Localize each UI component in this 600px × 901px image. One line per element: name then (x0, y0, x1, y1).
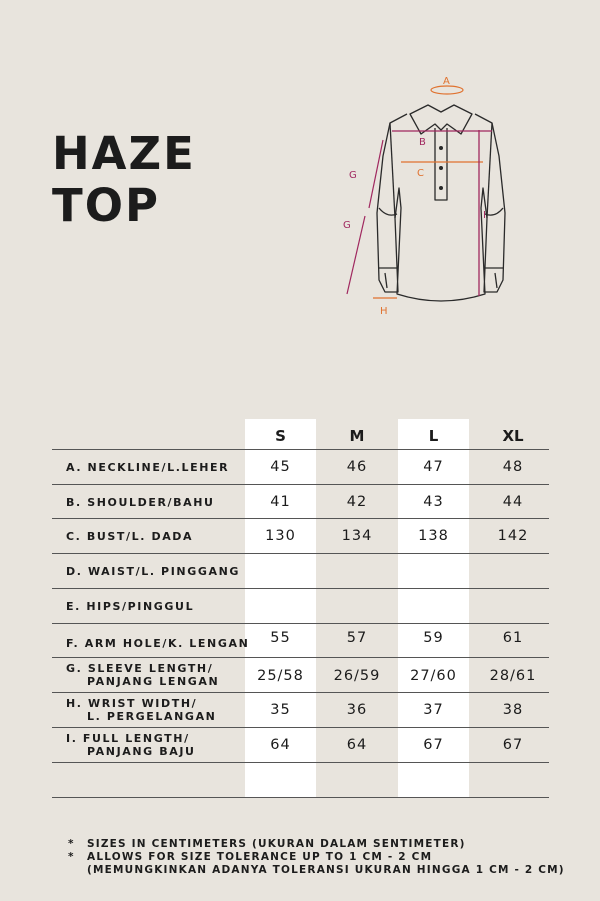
row-label-arm-hole: F. ARM HOLE/K. LENGAN (66, 637, 250, 650)
size-header-xl: XL (502, 427, 524, 445)
cell-bust-xl: 142 (497, 528, 529, 544)
footnote-sizes: * SIZES IN CENTIMETERS (UKURAN DALAM SENTIMETER) (68, 838, 466, 850)
cell-wrist-width-s: 35 (270, 702, 291, 718)
cell-shoulder-l: 43 (423, 494, 444, 510)
size-header-m: M (349, 427, 365, 445)
cell-arm-hole-l: 59 (423, 630, 444, 646)
title-line-1: HAZE (52, 127, 196, 180)
cell-neckline-m: 46 (346, 459, 368, 475)
label-b: B (419, 137, 426, 148)
cell-full-length-l: 67 (423, 737, 444, 753)
cell-shoulder-m: 42 (346, 494, 368, 510)
cell-sleeve-length-s: 25/58 (257, 668, 304, 684)
row-label-bust: C. BUST/L. DADA (66, 530, 194, 543)
table-rule (52, 553, 549, 554)
footnote-tolerance: * ALLOWS FOR SIZE TOLERANCE UP TO 1 CM - 2 CM (68, 851, 433, 863)
row-label-hips: E. HIPS/PINGGUL (66, 600, 195, 613)
cell-sleeve-length-m: 26/59 (333, 668, 381, 684)
cell-wrist-width-xl: 38 (502, 702, 524, 718)
footnotes (68, 838, 565, 877)
cell-wrist-width-m: 36 (346, 702, 368, 718)
placket-buttons (439, 146, 443, 190)
label-c: C (417, 168, 424, 179)
label-h: H (380, 306, 388, 317)
cell-full-length-xl: 67 (502, 737, 524, 753)
cell-neckline-l: 47 (423, 459, 444, 475)
measure-a-neck-ellipse (431, 86, 463, 94)
label-a: A (443, 76, 450, 87)
row-label-waist: D. WAIST/L. PINGGANG (66, 565, 241, 578)
row-label-neckline: A. NECKLINE/L.LEHER (66, 461, 230, 474)
garment-measurement-diagram (335, 68, 535, 328)
row-label-shoulder: B. SHOULDER/BAHU (66, 496, 215, 509)
table-rule (52, 657, 549, 658)
table-rule (52, 797, 549, 798)
cell-bust-m: 134 (341, 528, 373, 544)
size-header-l: L (428, 427, 439, 445)
table-rule (52, 588, 549, 589)
cell-neckline-xl: 48 (502, 459, 524, 475)
table-rule (52, 692, 549, 693)
cell-shoulder-s: 41 (270, 494, 291, 510)
table-rule (52, 518, 549, 519)
cell-neckline-s: 45 (270, 459, 291, 475)
product-title (52, 128, 196, 232)
cell-sleeve-length-xl: 28/61 (489, 668, 537, 684)
cell-arm-hole-s: 55 (270, 630, 291, 646)
row-label-full-length: I. FULL LENGTH/ PANJANG BAJU (66, 732, 196, 758)
table-rule (52, 484, 549, 485)
cell-wrist-width-l: 37 (423, 702, 444, 718)
table-rule (52, 623, 549, 624)
cell-sleeve-length-l: 27/60 (410, 668, 457, 684)
table-rule (52, 727, 549, 728)
cell-bust-l: 138 (418, 528, 449, 544)
label-g-1: G (349, 170, 357, 181)
cell-arm-hole-xl: 61 (502, 630, 524, 646)
row-label-sleeve-length: G. SLEEVE LENGTH/ PANJANG LENGAN (66, 662, 220, 688)
cell-full-length-s: 64 (270, 737, 291, 753)
title-line-2: TOP (52, 179, 160, 232)
cell-arm-hole-m: 57 (346, 630, 368, 646)
shirt-outline (377, 105, 505, 301)
cell-bust-s: 130 (265, 528, 296, 544)
cell-shoulder-xl: 44 (502, 494, 524, 510)
table-rule (52, 762, 549, 763)
label-i: I (483, 210, 486, 221)
label-g-2: G (343, 220, 351, 231)
table-rule (52, 449, 549, 450)
size-header-s: S (275, 427, 286, 445)
cell-full-length-m: 64 (346, 737, 368, 753)
footnote-tolerance-id: (MEMUNGKINKAN ADANYA TOLERANSI UKURAN HINGGA 1 CM - 2 CM) (87, 864, 565, 876)
row-label-wrist-width: H. WRIST WIDTH/ L. PERGELANGAN (66, 697, 217, 723)
